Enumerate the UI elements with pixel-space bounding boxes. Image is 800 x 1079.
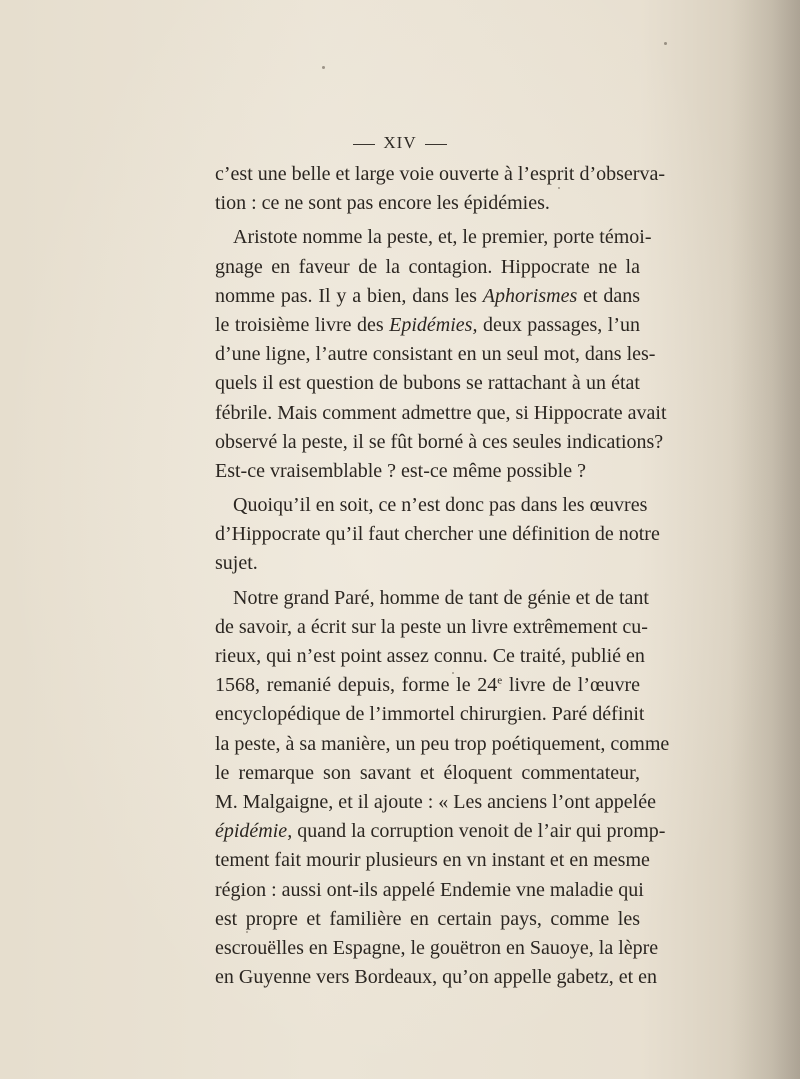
text-run: et dans <box>577 284 641 307</box>
text-run: observé la peste, il se fût borné à ces seules indications? <box>215 430 664 453</box>
text-run: sujet. <box>215 552 258 575</box>
text-run: Notre grand Paré, homme de tant de génie et de tant <box>233 586 649 609</box>
text-line <box>215 759 640 788</box>
text-line <box>215 369 640 398</box>
text-line <box>215 311 640 340</box>
text-line <box>215 253 640 282</box>
text-run: tement fait mourir plusieurs en vn instant et en mesme <box>215 849 650 872</box>
italic-title: Epidémies, <box>389 313 478 336</box>
text-run: escrouëlles en Espagne, le gouëtron en Sauoye, la lèpre <box>215 936 659 959</box>
running-head-dash-right <box>425 144 447 145</box>
text-run: c’est une belle et large voie ouverte à l’esprit d’observa- <box>215 163 665 185</box>
text-line <box>215 671 640 700</box>
superscript: e <box>497 674 503 687</box>
text-line <box>215 788 656 817</box>
text-run: nomme pas. Il y a bien, dans les <box>215 284 483 307</box>
text-line <box>215 584 649 613</box>
italic-word: épidémie, <box>215 820 293 843</box>
text-run: tion : ce ne sont pas encore les épidémies. <box>215 192 550 215</box>
text-run: quand la corruption venoit de l’air qui promp- <box>292 820 666 843</box>
text-line <box>215 491 648 520</box>
text-run: Quoiqu’il en soit, ce n’est donc pas dans les œuvres <box>233 494 648 517</box>
text-line <box>215 905 640 934</box>
text-line <box>215 549 640 578</box>
text-line <box>215 730 670 759</box>
paper-speck <box>246 931 248 933</box>
text-run: deux passages, l’un <box>477 313 641 336</box>
running-head-dash-left <box>353 144 375 145</box>
text-run: région : aussi ont-ils appelé Endemie vne maladie qui <box>215 878 644 901</box>
text-line <box>215 613 648 642</box>
running-head <box>0 133 800 153</box>
text-line <box>215 700 645 729</box>
text-line <box>215 160 665 189</box>
text-run: est propre et familière en certain pays, comme les <box>215 907 640 930</box>
text-run: quels il est question de bubons se rattachant à un état <box>215 372 640 395</box>
text-line <box>215 189 640 218</box>
page-number: XIV <box>383 133 417 152</box>
text-line <box>215 934 659 963</box>
text-line <box>215 282 640 311</box>
text-run: rieux, qui n’est point assez connu. Ce traité, publié en <box>215 645 645 667</box>
paper-speck <box>452 672 454 674</box>
text-line <box>215 642 645 671</box>
text-line <box>215 428 664 457</box>
paper-speck <box>322 66 325 69</box>
text-run: de savoir, a écrit sur la peste un livre extrêmement cu- <box>215 615 648 638</box>
text-line <box>215 846 650 875</box>
text-line <box>215 223 652 252</box>
text-run: le troisième livre des <box>215 313 390 336</box>
text-run: gnage en faveur de la contagion. Hippocrate ne la <box>215 255 640 278</box>
text-line <box>215 457 640 486</box>
paper-speck <box>558 187 560 189</box>
text-run: 1568, remanié depuis, forme le 24 <box>215 674 498 697</box>
text-run: fébrile. Mais comment admettre que, si Hippocrate avait <box>215 401 667 424</box>
paper-speck <box>664 42 667 45</box>
text-line <box>215 520 660 549</box>
text-line <box>215 340 656 369</box>
text-run: d’Hippocrate qu’il faut chercher une définition de notre <box>215 523 660 546</box>
text-run: en Guyenne vers Bordeaux, qu’on appelle gabetz, et en <box>215 966 658 989</box>
text-run: d’une ligne, l’autre consistant en un seul mot, dans les- <box>215 343 656 366</box>
body-text <box>215 160 670 992</box>
text-line <box>215 817 666 846</box>
text-line <box>215 399 667 428</box>
text-run: encyclopédique de l’immortel chirurgien. Paré définit <box>215 703 645 726</box>
text-run: le remarque son savant et éloquent commentateur, <box>215 761 640 784</box>
text-line <box>215 876 644 905</box>
text-line <box>215 963 658 992</box>
text-run: Aristote nomme la peste, et, le premier, porte témoi- <box>233 226 652 249</box>
italic-title: Aphorismes <box>482 284 578 307</box>
text-run: Est-ce vraisemblable ? est-ce même possible ? <box>215 459 586 482</box>
text-run: livre de l’œuvre <box>502 674 640 697</box>
page-gutter-shadow <box>730 0 800 1079</box>
text-run: M. Malgaigne, et il ajoute : « Les anciens l’ont appelée <box>215 790 656 813</box>
text-run: la peste, à sa manière, un peu trop poétiquement, comme <box>215 732 670 755</box>
